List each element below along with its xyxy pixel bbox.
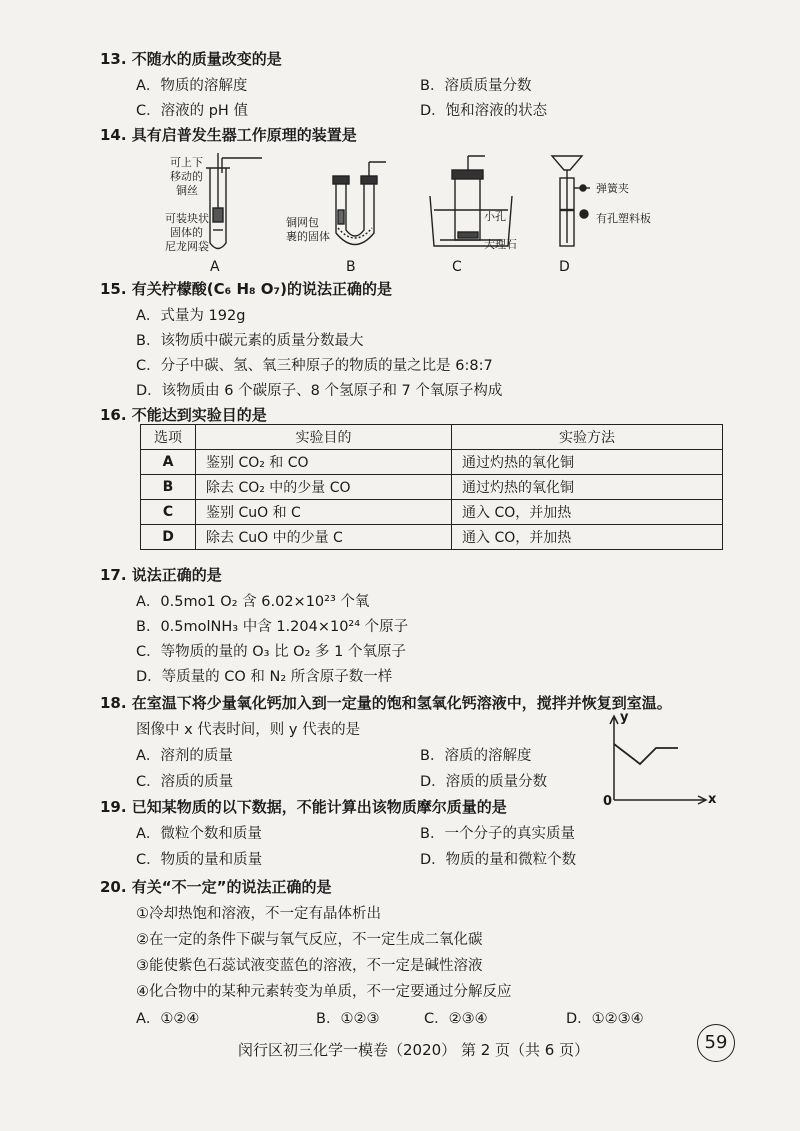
row-d-option: D: [141, 525, 196, 550]
row-b-option: B: [141, 475, 196, 500]
q13-stem: 13. 不随水的质量改变的是: [100, 50, 282, 68]
row-a-option: A: [141, 450, 196, 475]
label-a-top3: 铜丝: [176, 184, 198, 197]
label-a-top: 可上下: [170, 156, 203, 169]
label-c-stone: 大理石: [484, 238, 517, 251]
apparatus-c: [430, 156, 512, 246]
table-header-row: [141, 425, 723, 450]
q17-stem: 17. 说法正确的是: [100, 566, 222, 584]
table-row: [141, 525, 723, 550]
apparatus-b: [333, 162, 386, 245]
q19-option-a: A．微粒个数和质量: [136, 826, 262, 842]
q18-stem: 18. 在室温下将少量氧化钙加入到一定量的饱和氢氧化钙溶液中，搅拌并恢复到室温。: [100, 694, 672, 712]
apparatus-d: [552, 156, 590, 246]
q19-option-b: B．一个分子的真实质量: [420, 826, 575, 842]
q19-option-d: D．物质的量和微粒个数: [420, 852, 577, 868]
q20-statement-3: ③能使紫色石蕊试液变蓝色的溶液，不一定是碱性溶液: [136, 958, 483, 974]
q20-option-c: C．②③④: [424, 1011, 488, 1027]
caption-c: C: [452, 259, 462, 275]
graph-y-label: y: [620, 710, 629, 725]
q18-option-c: C．溶质的质量: [136, 774, 234, 790]
q13-option-c: C．溶液的 pH 值: [136, 103, 248, 119]
q15-stem: 15. 有关柠檬酸(C₆ H₈ O₇)的说法正确的是: [100, 280, 392, 298]
row-b-purpose: 除去 CO₂ 中的少量 CO: [196, 475, 452, 500]
q14-stem: 14. 具有启普发生器工作原理的装置是: [100, 126, 357, 144]
label-a-mid: 可装块状: [165, 212, 209, 225]
label-c-hole: 小孔: [484, 210, 506, 223]
caption-a: A: [210, 259, 220, 275]
q17-option-b: B．0.5molNH₃ 中含 1.204×10²⁴ 个原子: [136, 619, 409, 635]
q15-option-a: A．式量为 192g: [136, 308, 246, 324]
table-row: [141, 475, 723, 500]
row-d-purpose: 除去 CuO 中的少量 C: [196, 525, 452, 550]
q13-option-b: B．溶质质量分数: [420, 78, 532, 94]
q20-stem: 20. 有关“不一定”的说法正确的是: [100, 878, 332, 896]
row-d-method: 通入 CO，并加热: [452, 525, 723, 550]
q17-option-c: C．等物质的量的 O₃ 比 O₂ 多 1 个氧原子: [136, 644, 406, 660]
q18-graph: [600, 712, 720, 812]
label-b-1: 铜网包: [286, 216, 319, 229]
experiment-table: [140, 424, 723, 550]
table-row: [141, 450, 723, 475]
graph-origin-label: 0: [603, 794, 613, 809]
page-footer: 闵行区初三化学一模卷（2020） 第 2 页（共 6 页）: [238, 1041, 590, 1059]
row-b-method: 通过灼热的氧化铜: [452, 475, 723, 500]
q15-option-b: B．该物质中碳元素的质量分数最大: [136, 333, 364, 349]
q19-stem: 19. 已知某物质的以下数据，不能计算出该物质摩尔质量的是: [100, 798, 507, 816]
header-purpose: 实验目的: [196, 425, 452, 450]
label-a-mid3: 尼龙网袋: [165, 240, 209, 253]
graph-x-label: x: [708, 792, 717, 807]
q13-option-d: D．饱和溶液的状态: [420, 103, 548, 119]
q20-statement-4: ④化合物中的某种元素转变为单质，不一定要通过分解反应: [136, 984, 512, 1000]
q13-option-a: A．物质的溶解度: [136, 78, 248, 94]
page-number-badge: 59: [697, 1024, 735, 1062]
label-b-2: 裹的固体: [286, 230, 330, 243]
label-a-top2: 移动的: [170, 170, 203, 183]
q17-option-d: D．等质量的 CO 和 N₂ 所含原子数一样: [136, 669, 393, 685]
row-c-method: 通入 CO，并加热: [452, 500, 723, 525]
row-a-purpose: 鉴别 CO₂ 和 CO: [196, 450, 452, 475]
q20-option-a: A．①②④: [136, 1011, 200, 1027]
q16-stem: 16. 不能达到实验目的是: [100, 406, 267, 424]
label-a-mid2: 固体的: [170, 226, 203, 239]
row-a-method: 通过灼热的氧化铜: [452, 450, 723, 475]
q18-option-a: A．溶剂的质量: [136, 748, 233, 764]
q20-option-d: D．①②③④: [566, 1011, 644, 1027]
q17-option-a: A．0.5mo1 O₂ 含 6.02×10²³ 个氧: [136, 594, 370, 610]
q20-statement-1: ①冷却热饱和溶液，不一定有晶体析出: [136, 906, 381, 922]
caption-d: D: [559, 259, 570, 275]
caption-b: B: [346, 259, 356, 275]
row-c-option: C: [141, 500, 196, 525]
q19-option-c: C．物质的量和质量: [136, 852, 263, 868]
table-row: [141, 500, 723, 525]
label-d-clip: 弹簧夹: [596, 182, 629, 195]
q15-option-d: D．该物质由 6 个碳原子、8 个氢原子和 7 个氧原子构成: [136, 383, 503, 399]
q20-option-b: B．①②③: [316, 1011, 380, 1027]
q18-option-d: D．溶质的质量分数: [420, 774, 548, 790]
q18-stem-2: 图像中 x 代表时间，则 y 代表的是: [136, 722, 361, 738]
header-option: 选项: [141, 425, 196, 450]
apparatus-diagrams: [140, 148, 700, 258]
apparatus-a: [206, 153, 262, 249]
label-d-plate: 有孔塑料板: [596, 212, 651, 225]
q15-option-c: C．分子中碳、氢、氧三种原子的物质的量之比是 6:8:7: [136, 358, 493, 374]
q20-statement-2: ②在一定的条件下碳与氧气反应，不一定生成二氧化碳: [136, 932, 483, 948]
header-method: 实验方法: [452, 425, 723, 450]
q18-option-b: B．溶质的溶解度: [420, 748, 532, 764]
row-c-purpose: 鉴别 CuO 和 C: [196, 500, 452, 525]
